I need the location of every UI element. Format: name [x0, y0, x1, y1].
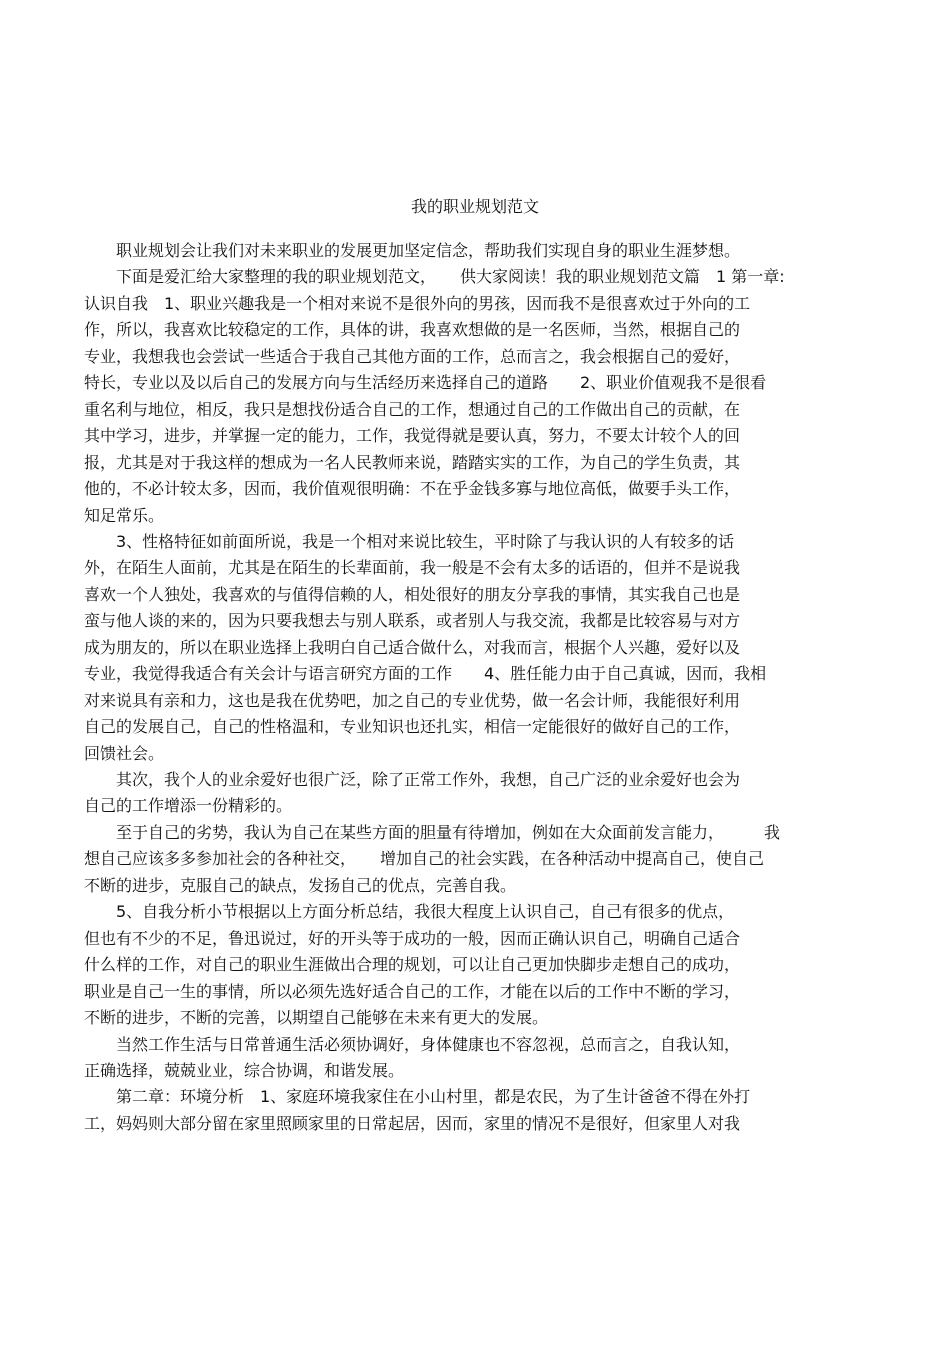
body-line: 当然工作生活与日常普通生活必须协调好，身体健康也不容忽视，总而言之，自我认知，	[84, 1034, 741, 1054]
body-line: 职业是自己一生的事情，所以必须先选好适合自己的工作，才能在以后的工作中不断的学习，	[84, 981, 741, 1001]
body-line: 但也有不少的不足，鲁迅说过，好的开头等于成功的一般，因而正确认识自己，明确自己适合	[84, 928, 741, 948]
body-line: 他的，不必计较太多，因而，我价值观很明确：不在乎金钱多寡与地位高低，做要手头工作，	[84, 479, 741, 498]
body-line: 什么样的工作，对自己的职业生涯做出合理的规划，可以让自己更加快脚步走想自己的成功，	[84, 955, 741, 975]
body-line: 5、自我分析小节根据以上方面分析总结，我很大程度上认识自己，自己有很多的优点，	[84, 902, 735, 922]
body-line: 喜欢一个人独处，我喜欢的与值得信赖的人，相处很好的朋友分享我的事情，其实我自己也是	[84, 584, 741, 604]
body-line: 职业规划会让我们对未来职业的发展更加坚定信念，帮助我们实现自身的职业生涯梦想。	[84, 241, 741, 260]
body-line: 回馈社会。	[84, 743, 165, 763]
body-line: 想自己应该多多参加社会的各种社交， 增加自己的社会实践，在各种活动中提高自己，使自己	[84, 849, 765, 869]
body-line: 认识自我 1、职业兴趣我是一个相对来说不是很外向的男孩，因而我不是很喜欢过于外向的工	[84, 293, 751, 313]
body-line: 不断的进步，克服自己的缺点，发扬自己的优点，完善自我。	[84, 875, 517, 895]
body-line: 成为朋友的，所以在职业选择上我明白自己适合做什么，对我而言，根据个人兴趣，爱好以及	[84, 637, 741, 657]
body-line: 专业，我想我也会尝试一些适合于我自己其他方面的工作，总而言之，我会根据自己的爱好，	[84, 346, 741, 366]
body-line: 作，所以，我喜欢比较稳定的工作，具体的讲，我喜欢想做的是一名医师，当然，根据自己的	[84, 320, 741, 340]
body-line: 外，在陌生人面前，尤其是在陌生的长辈面前，我一般是不会有太多的话语的，但并不是说我	[84, 558, 741, 578]
body-line: 其次，我个人的业余爱好也很广泛，除了正常工作外，我想，自己广泛的业余爱好也会为	[84, 770, 741, 789]
document-title: 我的职业规划范文	[410, 197, 539, 216]
body-line: 特长，专业以及以后自己的发展方向与生活经历来选择自己的道路 2、职业价值观我不是很看	[84, 373, 767, 393]
body-line: 专业，我觉得我适合有关会计与语言研究方面的工作 4、胜任能力由于自己真诚，因而，我相	[84, 664, 767, 684]
body-line: 其中学习，进步，并掌握一定的能力，工作，我觉得就是要认真，努力，不要太计较个人的回	[84, 426, 741, 446]
body-line: 至于自己的劣势，我认为自己在某些方面的胆量有待增加，例如在大众面前发言能力， 我	[84, 822, 781, 842]
body-line: 不断的进步，不断的完善，以期望自己能够在未来有更大的发展。	[84, 1008, 549, 1027]
body-line: 下面是爱汇给大家整理的我的职业规划范文， 供大家阅读！我的职业规划范文篇 1 第一章:	[84, 267, 785, 287]
body-line: 自己的发展自己，自己的性格温和，专业知识也还扎实，相信一定能很好的做好自己的工作，	[84, 717, 741, 737]
body-line: 重名利与地位，相反，我只是想找份适合自己的工作，想通过自己的工作做出自己的贡献，在	[84, 399, 741, 419]
body-line: 知足常乐。	[84, 505, 165, 525]
body-line: 报，尤其是对于我这样的想成为一名人民教师来说，踏踏实实的工作，为自己的学生负责，其	[84, 452, 741, 472]
body-line: 工，妈妈则大部分留在家里照顾家里的日常起居，因而，家里的情况不是很好，但家里人对我	[84, 1113, 741, 1133]
body-line: 自己的工作增添一份精彩的。	[84, 796, 293, 816]
body-line: 第二章：环境分析 1、家庭环境我家住在小山村里，都是农民，为了生计爸爸不得在外打	[84, 1087, 751, 1107]
body-line: 蛮与他人谈的来的，因为只要我想去与别人联系，或者别人与我交流，我都是比较容易与对方	[84, 611, 741, 631]
body-line: 对来说具有亲和力，这也是我在优势吧，加之自己的专业优势，做一名会计师，我能很好利用	[84, 690, 741, 710]
body-line: 正确选择，兢兢业业，综合协调，和谐发展。	[84, 1060, 405, 1080]
body-line: 3、性格特征如前面所说，我是一个相对来说比较生，平时除了与我认识的人有较多的话	[84, 532, 735, 551]
